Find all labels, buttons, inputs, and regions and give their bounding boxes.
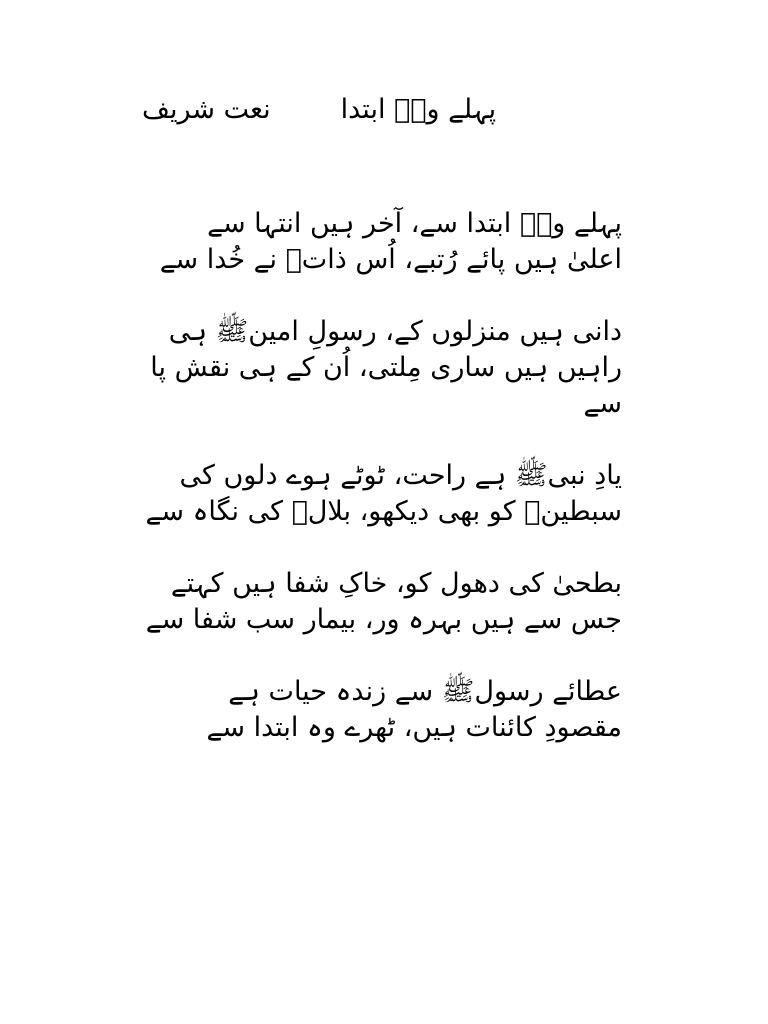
verse-line: سبطینؓ کو بھی دیکھو، بلالؓ کی نگاہ سے xyxy=(145,496,622,527)
verse-line: بطحیٰ کی دھول کو، خاکِ شفا ہیں کہتے xyxy=(170,568,622,599)
poem-title: پہلے وہؐ ابتدا xyxy=(340,94,497,125)
verse-line: راہیں ہیں ساری مِلتی، اُن کے ہی نقش پا سے xyxy=(150,352,622,419)
stanza-1 xyxy=(142,206,622,278)
stanza-4 xyxy=(142,566,622,638)
verse-line: پہلے وہؐ ابتدا سے، آخر ہیں انتہا سے xyxy=(207,208,622,239)
missing-glyph-line xyxy=(142,168,622,206)
title-row xyxy=(142,92,622,132)
verse-line: دانی ہیں منزلوں کے، رسولِ امینﷺ ہی xyxy=(168,316,622,347)
verse-line: عطائے رسولﷺ سے زندہ حیات ہے xyxy=(228,676,622,707)
verse-line: یادِ نبیﷺ ہے راحت، ٹوٹے ہوے دلوں کی xyxy=(179,460,622,491)
stanza-3 xyxy=(142,458,622,530)
stanza-2 xyxy=(142,314,622,422)
poem-genre-label: نعت شریف xyxy=(142,94,271,125)
verse-line: مقصودِ کائنات ہیں، ٹھرے وہ ابتدا سے xyxy=(206,712,622,743)
verse-line: اعلیٰ ہیں پائے رُتبے، اُس ذاتؐ نے خُدا سے xyxy=(159,244,622,275)
document-page xyxy=(142,92,622,746)
verse-line: جس سے ہیں بہرہ ور، بیمار سب شفا سے xyxy=(145,604,622,635)
stanza-5 xyxy=(142,674,622,746)
